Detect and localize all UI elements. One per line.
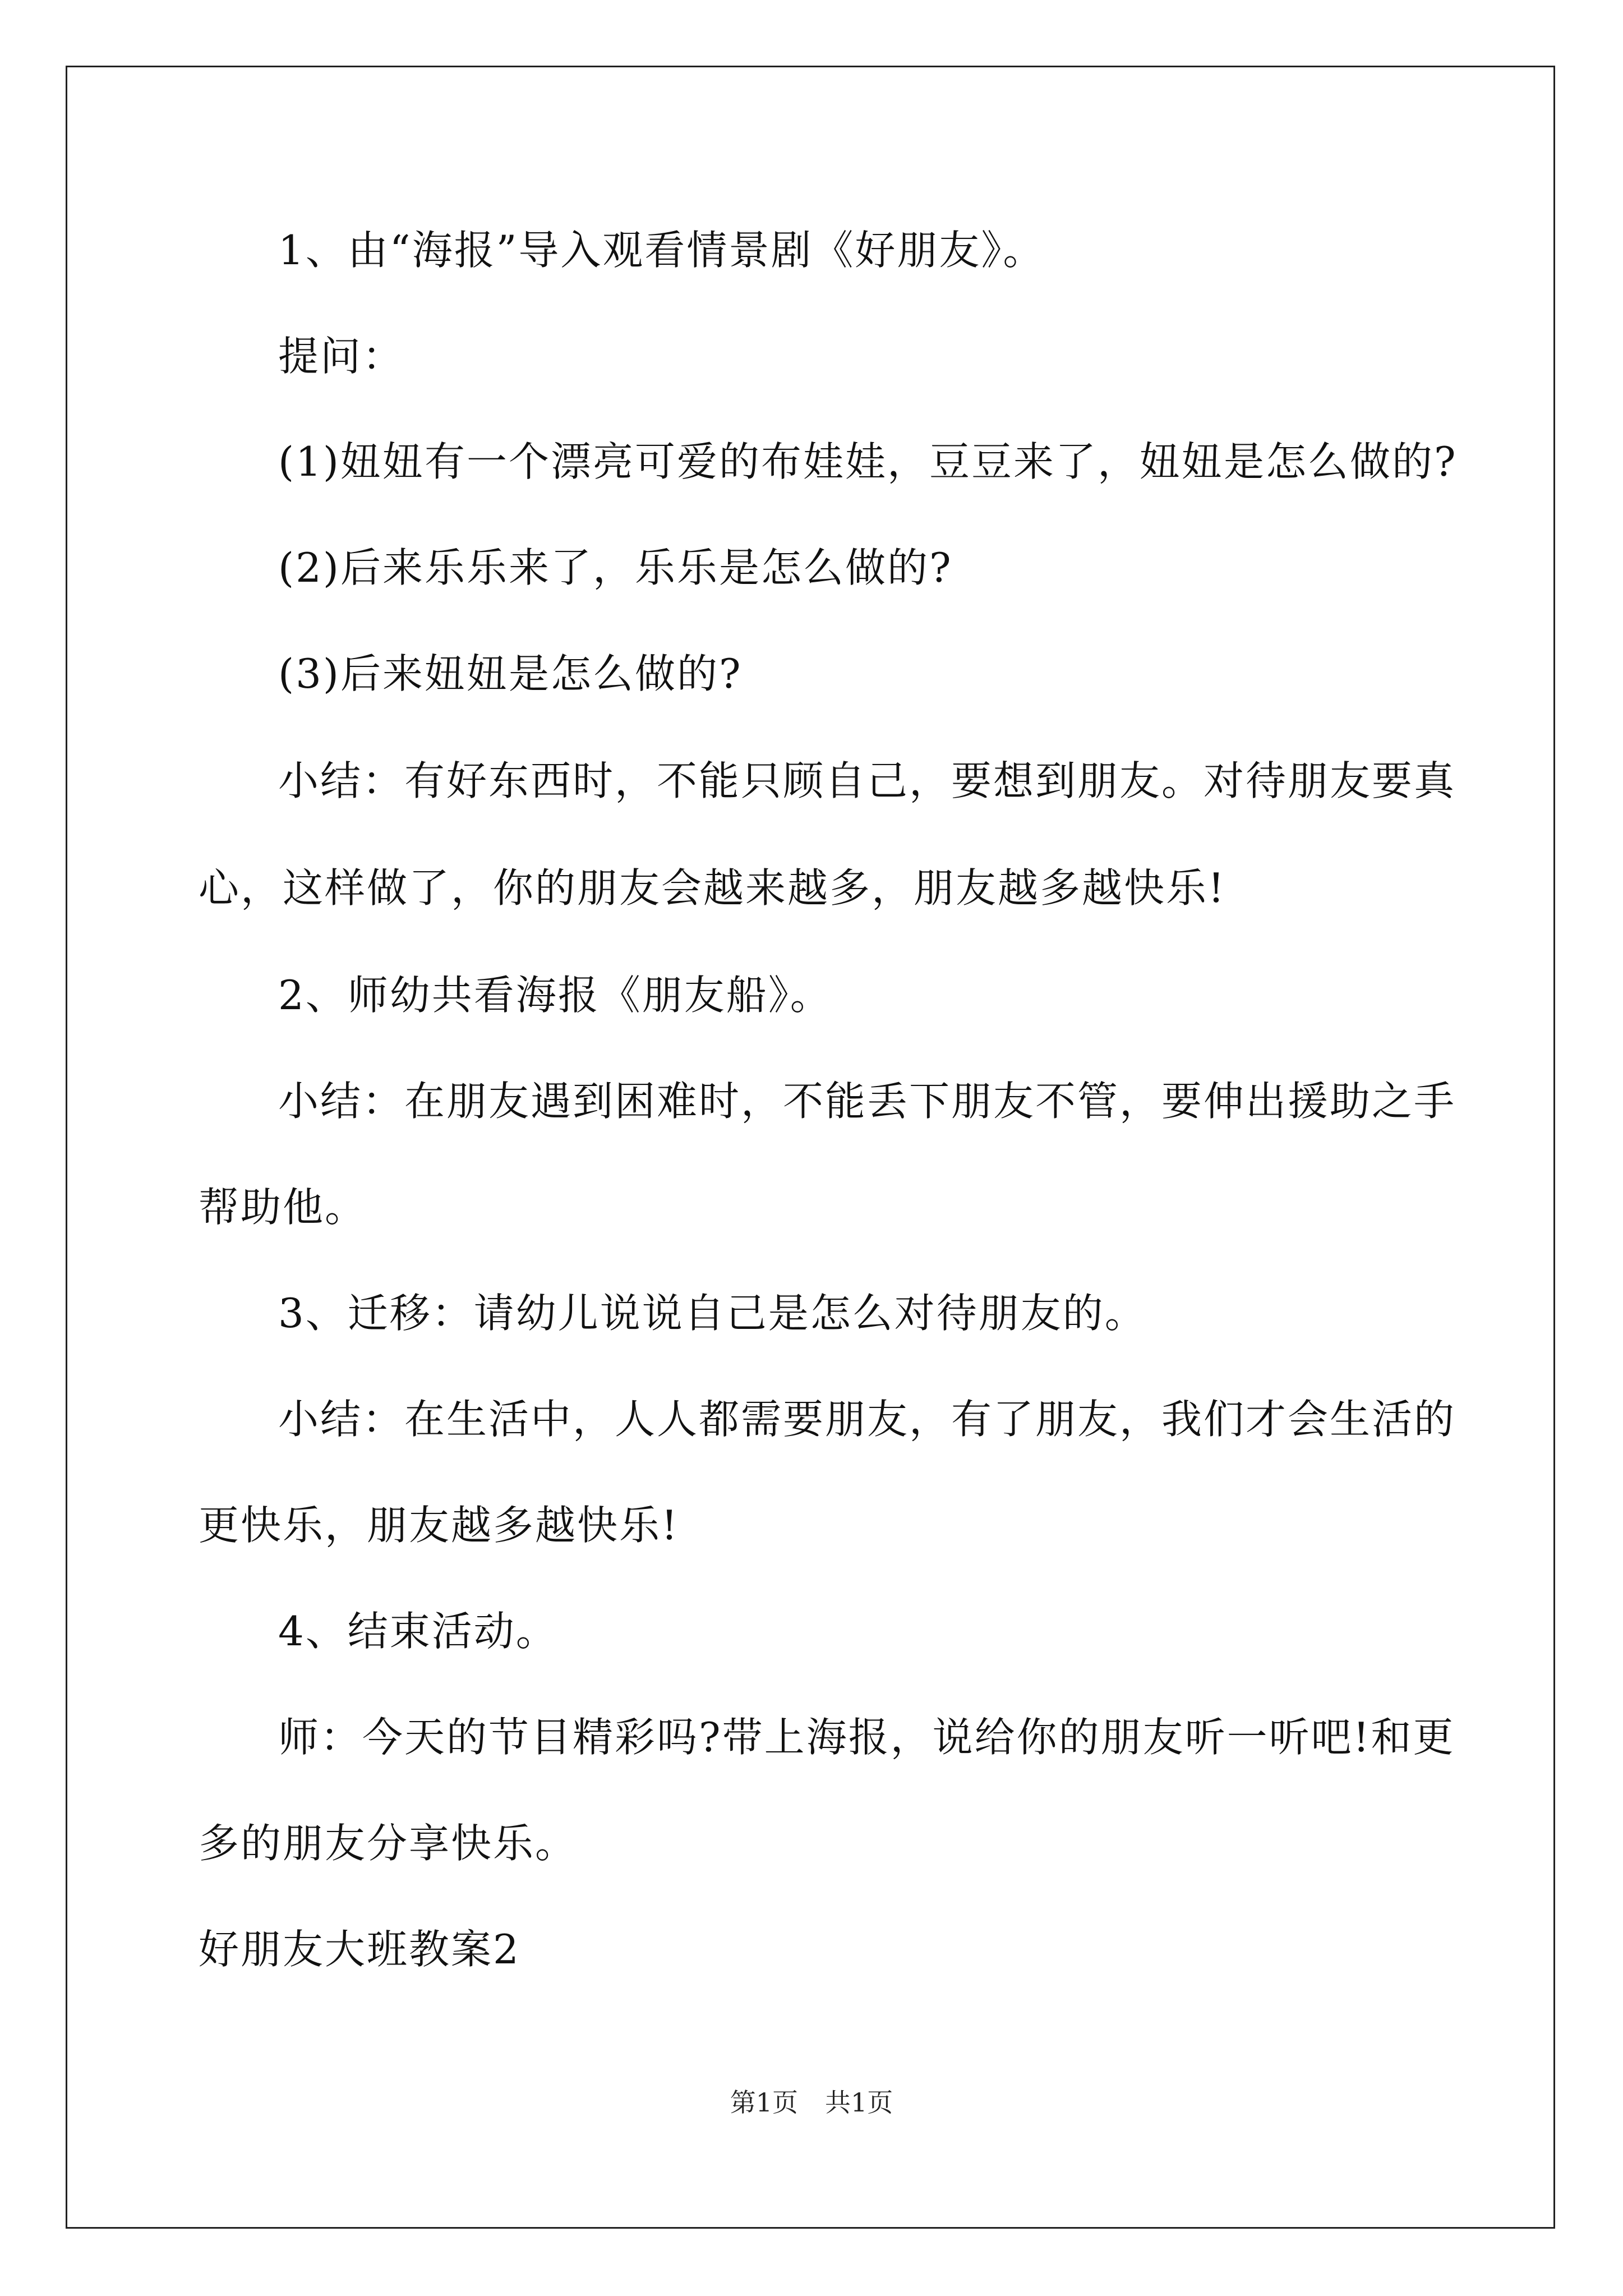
page-border (66, 66, 1555, 2229)
paragraph-question-2: (2)后来乐乐来了，乐乐是怎么做的? (278, 544, 953, 591)
paragraph-summary-3-line-1: 小结：在生活中，人人都需要朋友，有了朋友，我们才会生活的 (278, 1396, 1456, 1443)
total-pages-label: 共1页 (825, 2087, 893, 2118)
paragraph-teacher-line-2: 多的朋友分享快乐。 (199, 1820, 578, 1867)
paragraph-summary-1-line-1: 小结：有好东西时，不能只顾自己，要想到朋友。对待朋友要真 (278, 757, 1456, 804)
section-heading: 好朋友大班教案2 (199, 1926, 520, 1973)
paragraph-step-1: 1、由“海报”导入观看情景剧《好朋友》。 (278, 227, 1045, 274)
paragraph-summary-3-line-2: 更快乐，朋友越多越快乐! (199, 1502, 679, 1549)
paragraph-question-1: (1)妞妞有一个漂亮可爱的布娃娃，豆豆来了，妞妞是怎么做的? (278, 438, 1458, 485)
paragraph-summary-2-line-2: 帮助他。 (199, 1184, 367, 1231)
paragraph-question-heading: 提问： (278, 333, 405, 380)
paragraph-summary-2-line-1: 小结：在朋友遇到困难时，不能丢下朋友不管，要伸出援助之手 (278, 1078, 1456, 1125)
paragraph-summary-1-line-2: 心，这样做了，你的朋友会越来越多，朋友越多越快乐! (199, 864, 1226, 912)
paragraph-step-3: 3、迁移：请幼儿说说自己是怎么对待朋友的。 (278, 1290, 1147, 1337)
paragraph-teacher-line-1: 师：今天的节目精彩吗?带上海报，说给你的朋友听一听吧!和更 (278, 1714, 1455, 1761)
page-footer (0, 2086, 1623, 2119)
current-page-label: 第1页 (730, 2087, 798, 2118)
paragraph-question-3: (3)后来妞妞是怎么做的? (278, 650, 743, 697)
paragraph-step-4: 4、结束活动。 (278, 1608, 558, 1655)
paragraph-step-2: 2、师幼共看海报《朋友船》。 (278, 972, 832, 1019)
